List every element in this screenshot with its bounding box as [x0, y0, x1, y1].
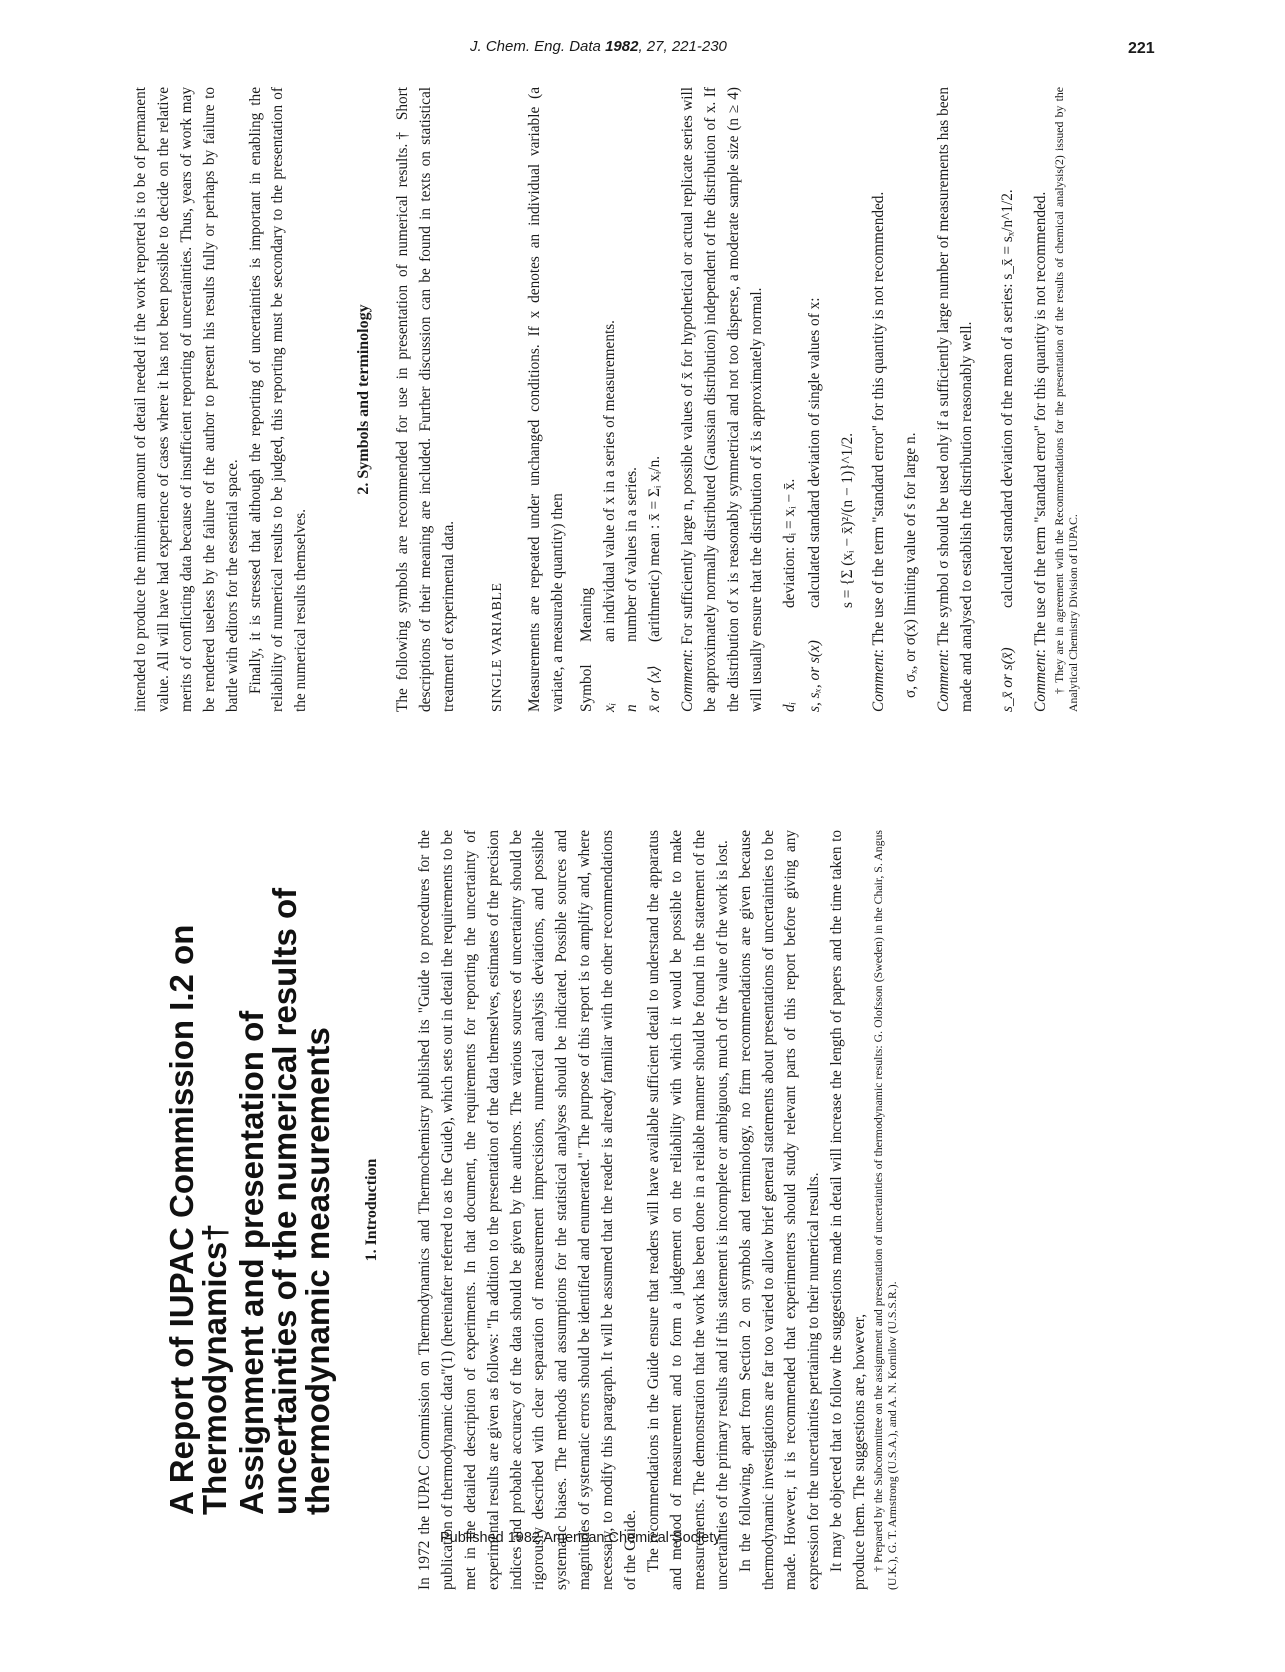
intro-paragraph-2: The recommendations in the Guide ensure that readers will have available sufficient detail to understand the apparatus and method of measurement and to form a judgement on the reliability with which it would be possible to make measurements. The demonstration that the work has been done in a reliable manner should be found in the statement of the uncertainties of the primary results and if this statement is incomplete or ambiguous, much of the value of the work is lost. — [644, 830, 731, 1590]
journal-year: 1982 — [605, 38, 639, 55]
section2-intro: The following symbols are recommended for use in presentation of numerical results.† Short descriptions of their meaning are included. Further discussion can be found in texts on statistical treatment of experimental data. — [394, 87, 457, 712]
std-dev-symbol: s, sₓ, or s(x) — [805, 640, 823, 712]
section2-heading: 2. Symbols and terminology — [355, 304, 373, 495]
journal-header: J. Chem. Eng. Data 1982, 27, 221-230 — [470, 38, 727, 55]
comment-label: Comment — [869, 653, 887, 712]
journal-volume: 27 — [646, 38, 664, 55]
page-number: 221 — [1128, 40, 1155, 57]
meaning-cell: number of values in a series. — [623, 466, 641, 642]
meaning-cell: an individual value of x in a series of measurements. — [600, 320, 618, 642]
deviation-meaning: deviation: dᵢ = xᵢ − x̄. — [780, 478, 798, 608]
introduction-column — [355, 830, 900, 1590]
right-column — [130, 87, 1081, 712]
symbol-cell: x̄ or ⟨x⟩ — [646, 665, 664, 712]
comment-text: : The symbol σ should be used only if a sufficiently large number of measurements has been made and analysed to establish the distribution reasonably well. — [935, 87, 976, 712]
article-title: Assignment and presentation of uncertainties of the numerical results of thermodynamic measurements — [233, 887, 336, 1515]
mean-std-dev-definition — [997, 87, 1020, 712]
single-variable-intro: Measurements are repeated under unchanged conditions. If x denotes an individual variable (a variate, a measurable quantity) then — [525, 87, 566, 712]
intro-paragraph-4: It may be objected that to follow the suggestions made in detail will increase the length of papers and the time taken to produce them. The suggestions are, however, — [828, 830, 869, 1590]
comment-4 — [1030, 87, 1053, 712]
report-title: A Report of IUPAC Commission I.2 on Thermodynamics† — [163, 924, 233, 1515]
deviation-definition — [779, 87, 802, 712]
right-footnote: † They are in agreement with the Recommendations for the presentation of the results of chemical analysis(2) issued by the Analytical Chemistry Division of IUPAC. — [1052, 87, 1080, 712]
intro-footnote: † Prepared by the Subcommittee on the assignment and presentation of uncertainties of thermodynamic results: G. Olofsson (Sweden) in the Chair, S. Angus (U.K.), G. T. Armstrong (U.S.A.), and A. N. Kornilov (U.S.S.R.). — [871, 830, 899, 1590]
deviation-symbol: dᵢ — [780, 701, 798, 712]
comment-1 — [677, 87, 769, 712]
comment-label: Comment — [679, 653, 697, 712]
std-dev-meaning: calculated standard deviation of single values of x: — [805, 297, 823, 608]
symbol-column-header: Symbol — [577, 664, 595, 712]
mean-std-dev-symbol: s_x̄ or s(x̄) — [999, 647, 1017, 712]
meaning-cell: (arithmetic) mean : x̄ = Σᵢ xᵢ/n. — [646, 455, 664, 642]
comment-3 — [933, 87, 979, 712]
std-dev-definition — [804, 87, 827, 712]
mean-std-dev-meaning: calculated standard deviation of the mean of a series: s_x̄ = sₓ/n^1/2. — [999, 189, 1017, 608]
std-dev-formula: s = {Σ (xᵢ − x̄)²/(n − 1)}^1/2. — [838, 432, 856, 608]
comment-label: Comment — [1032, 653, 1050, 712]
single-variable-heading: SINGLE VARIABLE — [489, 582, 505, 712]
symbol-cell: xᵢ — [600, 702, 618, 712]
comment-text: : The use of the term "standard error" for this quantity is not recommended. — [869, 191, 887, 654]
meaning-column-header: Meaning — [577, 587, 595, 642]
article-title-block — [165, 875, 334, 1515]
introduction-heading: 1. Introduction — [363, 1158, 380, 1262]
symbol-table — [576, 87, 668, 712]
journal-pages: 221-230 — [671, 38, 727, 55]
continuation-paragraph: intended to produce the minimum amount of detail needed if the work reported is to be of permanent value. All will have had experience of cases where it has not been possible to decide on the relative merits of conflicting data because of insufficient reporting of uncertainties. Thus, years of work may be rendered useless by the failure of the author to present his results fully or perhaps by failure to battle with editors for the essential space. — [132, 87, 241, 712]
comment-text: : For sufficiently large n, possible values of x̄ for hypothetical or actual replicate series will be approximately normally distributed (Gaussian distribution) independent of the distribution of x. If the distribution of x is reasonably symmetrical and not too disperse, a moderate sample size (n ≥ 4) will usually ensure that the distribution of x̄ is approximately normal. — [679, 87, 765, 712]
comment-2 — [868, 87, 891, 712]
intro-paragraph-3: In the following, apart from Section 2 on symbols and terminology, no firm recommendations are given because thermodynamic investigations are far too varied to allow brief general statements about presentations of uncertainties to be made. However, it is recommended that experimenters should study relevant parts of this report before giving any expression for the uncertainties pertaining to their numerical results. — [736, 830, 823, 1590]
sigma-definition: σ, σₓ, or σ(x) limiting value of s for large n. — [902, 432, 920, 698]
comment-label: Comment — [935, 653, 953, 712]
finally-paragraph: Finally, it is stressed that although the reporting of uncertainties is important in enabling the reliability of numerical results to be judged, this reporting must be secondary to the presentation of the numerical results themselves. — [246, 87, 310, 712]
comment-text: : The use of the term "standard error" for this quantity is not recommended. — [1032, 191, 1050, 654]
symbol-cell: n — [623, 704, 641, 712]
journal-name: J. Chem. Eng. Data — [470, 38, 601, 55]
publisher-line: Published 1982 American Chemical Society — [440, 1530, 721, 1546]
intro-paragraph-1: In 1972 the IUPAC Commission on Thermodynamics and Thermochemistry published its "Guide to procedures for the publication of thermodynamic data"(1) (hereinafter referred to as the Guide), which sets out in detail the requirements to be met in the detailed description of experiments. In that document, the requirements for reporting the uncertainty of experimental results are given as follows: "In addition to the presentation of the data themselves, estimates of the precision indices and probable accuracy of the data should be given by the authors. The various sources of uncertainty should be rigorously described with clear separation of measurement imprecisions, numerical analysis deviations, and possible systematic biases. The methods and assumptions for the statistical analyses should be indicated. Possible sources and magnitudes of systematic errors should be identified and enumerated." The purpose of this report is to amplify and, where necessary, to modify this paragraph. It will be assumed that the reader is already familiar with the other recommendations of the Guide. — [415, 830, 640, 1590]
